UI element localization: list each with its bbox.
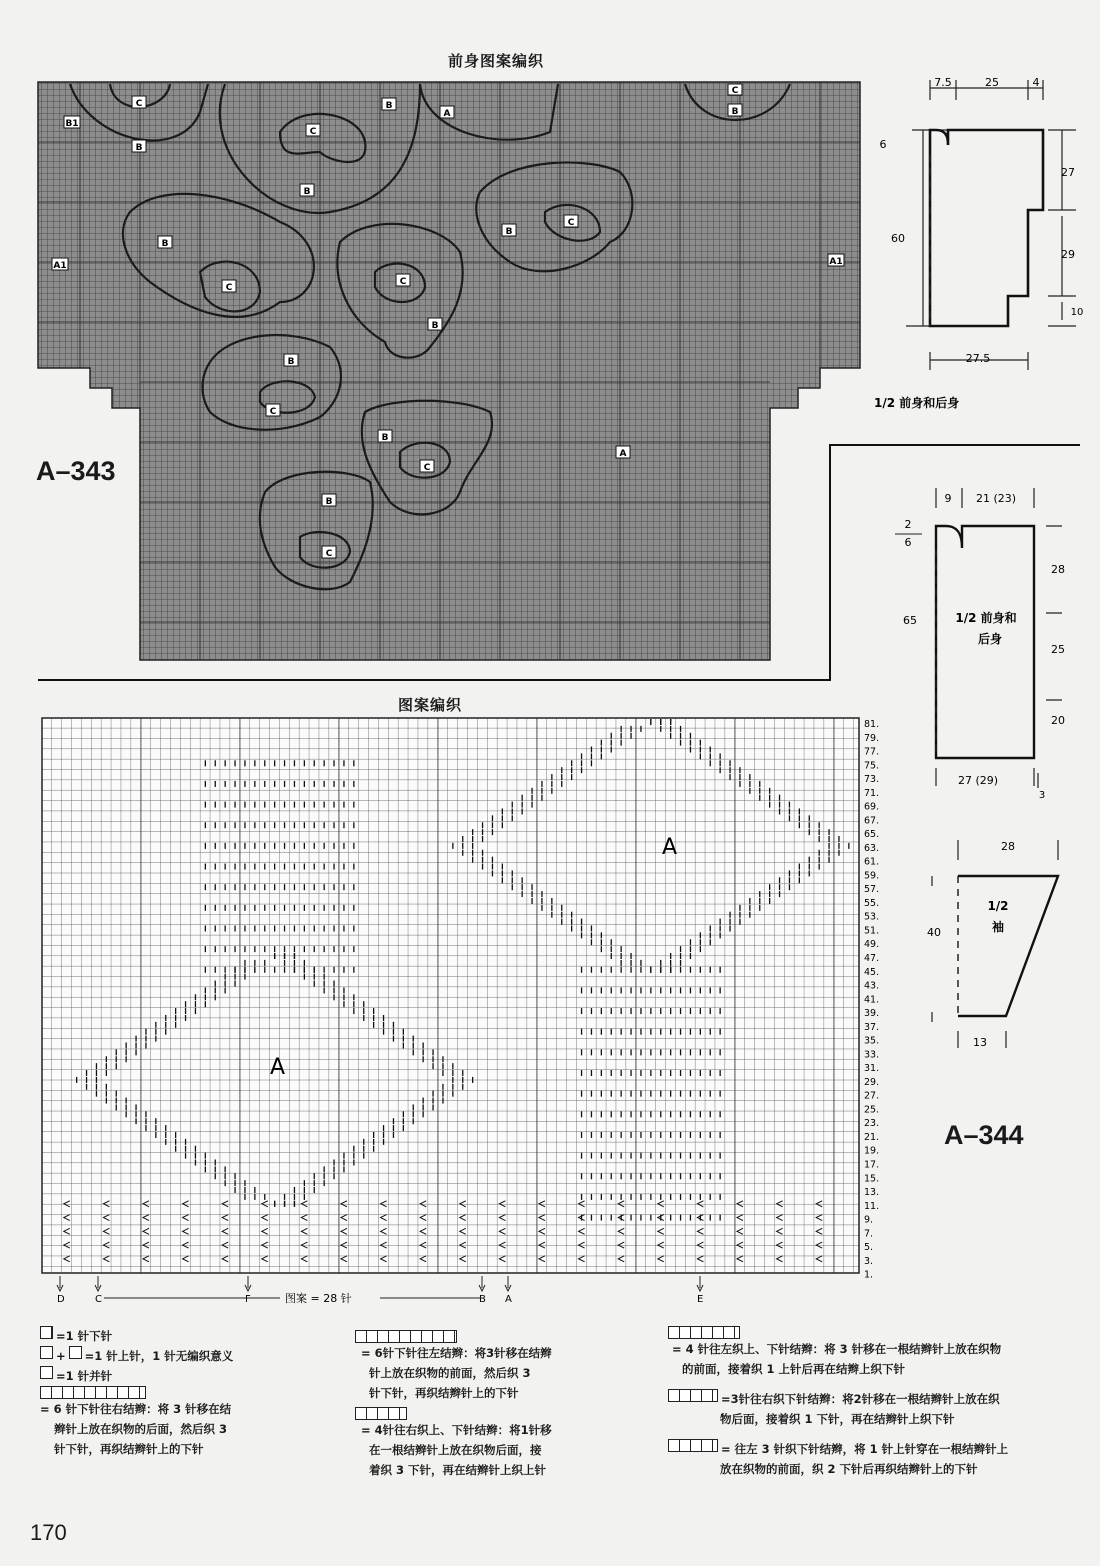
svg-text:21 (23): 21 (23) bbox=[975, 492, 1017, 505]
svg-text:13: 13 bbox=[973, 1036, 987, 1049]
svg-text:B: B bbox=[479, 1294, 486, 1305]
svg-text:A: A bbox=[619, 449, 627, 459]
svg-text:A1: A1 bbox=[829, 257, 843, 267]
row-label: 45. bbox=[864, 966, 880, 978]
a343-schematic-caption: 1/2 前身和后身 bbox=[874, 396, 960, 410]
knit-symbol bbox=[40, 1326, 53, 1339]
svg-text:29: 29 bbox=[1061, 248, 1075, 261]
svg-text:6: 6 bbox=[879, 138, 887, 151]
a344-chart bbox=[30, 712, 910, 1312]
a343-chart-title: 前身图案编织 bbox=[448, 52, 545, 70]
row-label: 69. bbox=[864, 801, 880, 813]
row-label: 71. bbox=[864, 787, 880, 799]
arrow-C bbox=[95, 1276, 102, 1305]
a343-code: A–343 bbox=[36, 456, 116, 486]
a344-code: A–344 bbox=[944, 1120, 1024, 1150]
row-label: 27. bbox=[864, 1090, 880, 1102]
arrow-E bbox=[697, 1276, 703, 1305]
motif-a-left: A bbox=[270, 1055, 286, 1080]
arrow-B bbox=[479, 1276, 486, 1305]
svg-text:A: A bbox=[443, 109, 451, 119]
row-label: 63. bbox=[864, 842, 880, 854]
svg-text:27 (29): 27 (29) bbox=[957, 774, 999, 787]
row-label: 79. bbox=[864, 732, 880, 744]
a344-grid bbox=[42, 718, 859, 1273]
row-label: 3. bbox=[864, 1255, 874, 1267]
svg-text:40: 40 bbox=[927, 926, 941, 939]
row-label: 53. bbox=[864, 911, 880, 923]
label-c bbox=[132, 96, 146, 109]
row-label: 33. bbox=[864, 1049, 880, 1061]
purl-symbol bbox=[40, 1346, 53, 1359]
row-label: 11. bbox=[864, 1200, 880, 1212]
row-label: 41. bbox=[864, 994, 880, 1006]
svg-text:B1: B1 bbox=[65, 119, 79, 129]
svg-text:B: B bbox=[731, 107, 739, 117]
row-label: 77. bbox=[864, 746, 880, 758]
a344-sleeve-outline bbox=[958, 876, 1058, 1016]
svg-text:B: B bbox=[161, 239, 169, 249]
row-label: 43. bbox=[864, 980, 880, 992]
svg-text:28: 28 bbox=[1051, 563, 1065, 576]
svg-text:C: C bbox=[423, 463, 431, 473]
svg-text:袖: 袖 bbox=[991, 920, 1005, 934]
svg-text:9: 9 bbox=[944, 492, 952, 505]
cable-right-4-symbol bbox=[355, 1407, 407, 1420]
a344-body-schematic bbox=[890, 488, 1090, 803]
svg-text:A: A bbox=[505, 1294, 512, 1305]
svg-text:A1: A1 bbox=[53, 261, 67, 271]
row-label: 59. bbox=[864, 870, 880, 882]
svg-text:C: C bbox=[731, 86, 739, 96]
row-label: 47. bbox=[864, 953, 880, 965]
svg-text:C: C bbox=[95, 1294, 102, 1305]
row-label: 35. bbox=[864, 1035, 880, 1047]
svg-text:F: F bbox=[245, 1294, 251, 1305]
svg-text:C: C bbox=[269, 407, 277, 417]
row-label: 55. bbox=[864, 897, 880, 909]
row-label: 19. bbox=[864, 1145, 880, 1157]
row-label: 39. bbox=[864, 1008, 880, 1020]
svg-text:20: 20 bbox=[1051, 714, 1065, 727]
row-label: 25. bbox=[864, 1104, 880, 1116]
row-label: 17. bbox=[864, 1159, 880, 1171]
label-b1 bbox=[64, 116, 80, 129]
svg-text:C: C bbox=[399, 277, 407, 287]
svg-text:B: B bbox=[325, 497, 333, 507]
a344-chart-title: 图案编织 bbox=[398, 696, 463, 714]
row-label: 5. bbox=[864, 1242, 874, 1254]
row-label: 81. bbox=[864, 719, 880, 730]
row-label: 73. bbox=[864, 774, 880, 786]
svg-text:27: 27 bbox=[1061, 166, 1075, 179]
row-label: 13. bbox=[864, 1187, 880, 1199]
row-label: 29. bbox=[864, 1076, 880, 1088]
legend-col3: = 4 针往左织上、下针结辫：将 3 针移在一根结辫针上放在织物 的前面，接着织 1 上针后再在结辫上织下针 =3针往右织下针结辫：将2针移在一根结辫针上放在织 物后面，接着织 1 下针，再在结辫针上织下针 = 往左 3 针织下针结辫，将 1 针上针穿在一根结辫针上 放在织物的前面，织 2 下针后再织结辫针上的下针 bbox=[668, 1326, 1098, 1479]
svg-text:25: 25 bbox=[1051, 643, 1065, 656]
a344-sleeve-schematic bbox=[910, 836, 1090, 1056]
row-label: 15. bbox=[864, 1173, 880, 1185]
row-label: 37. bbox=[864, 1021, 880, 1033]
svg-text:6: 6 bbox=[904, 536, 912, 549]
svg-text:1/2 前身和: 1/2 前身和 bbox=[955, 611, 1017, 625]
page-number: 170 bbox=[30, 1520, 67, 1545]
svg-text:后身: 后身 bbox=[977, 632, 1003, 646]
arrow-D bbox=[57, 1276, 65, 1305]
svg-text:D: D bbox=[57, 1294, 65, 1305]
svg-text:65: 65 bbox=[903, 614, 917, 627]
svg-text:B: B bbox=[381, 433, 389, 443]
row-label: 65. bbox=[864, 829, 880, 841]
svg-text:C: C bbox=[225, 283, 233, 293]
row-label: 75. bbox=[864, 760, 880, 772]
row-label: 23. bbox=[864, 1118, 880, 1130]
svg-text:B: B bbox=[287, 357, 295, 367]
svg-text:27.5: 27.5 bbox=[965, 352, 991, 365]
legend-col2: = 6针下针往左结辫：将3针移在结辫 针上放在织物的前面，然后织 3 针下针，再织结辫针上的下针 = 4针往右织上、下针结辫：将1针移 在一根结辫针上放在织物后面，接 着织 3 下针，再在结辫针上织上针 bbox=[355, 1330, 655, 1480]
svg-text:B: B bbox=[431, 321, 439, 331]
row-label: 61. bbox=[864, 856, 880, 868]
row-label: 67. bbox=[864, 815, 880, 827]
motif-a-right: A bbox=[662, 835, 678, 860]
cable-right-3-symbol bbox=[668, 1389, 718, 1402]
row-label: 49. bbox=[864, 939, 880, 951]
row-label: 21. bbox=[864, 1131, 880, 1143]
cable-left-3-symbol bbox=[668, 1439, 718, 1452]
svg-text:C: C bbox=[309, 127, 317, 137]
cable-right-6-symbol bbox=[40, 1386, 146, 1399]
row-label: 57. bbox=[864, 884, 880, 896]
cable-left-4-symbol bbox=[668, 1326, 740, 1339]
svg-text:28: 28 bbox=[1001, 840, 1015, 853]
arrow-A bbox=[505, 1276, 512, 1305]
a343-schematic-outline bbox=[930, 130, 1043, 326]
row-label: 1. bbox=[864, 1269, 874, 1281]
row-label: 9. bbox=[864, 1214, 874, 1226]
a343-schematic bbox=[868, 70, 1088, 420]
svg-text:B: B bbox=[303, 187, 311, 197]
svg-text:60: 60 bbox=[891, 232, 905, 245]
svg-text:C: C bbox=[325, 549, 333, 559]
svg-text:C: C bbox=[567, 218, 575, 228]
row-label: 51. bbox=[864, 925, 880, 937]
svg-text:E: E bbox=[697, 1294, 704, 1305]
svg-text:4: 4 bbox=[1032, 76, 1040, 89]
legend-col1: =1 针下针 + =1 针上针，1 针无编织意义 =1 针并针 = 6 针下针往右结辫：将 3 针移在结 辫针上放在织物的后面，然后织 3 针下针，再织结辫针上的下针 bbox=[40, 1326, 345, 1459]
row-label: 31. bbox=[864, 1063, 880, 1075]
svg-text:7.5: 7.5 bbox=[934, 76, 952, 89]
svg-text:B: B bbox=[505, 227, 513, 237]
svg-text:1/2: 1/2 bbox=[987, 899, 1009, 913]
svg-text:25: 25 bbox=[985, 76, 999, 89]
blank-symbol bbox=[69, 1346, 82, 1359]
arrow-F bbox=[245, 1276, 251, 1305]
svg-text:B: B bbox=[385, 101, 393, 111]
row-label: 7. bbox=[864, 1228, 874, 1240]
decrease-symbol bbox=[40, 1366, 53, 1379]
svg-text:10: 10 bbox=[1070, 307, 1084, 318]
svg-text:B: B bbox=[135, 143, 143, 153]
svg-text:2: 2 bbox=[904, 518, 912, 531]
svg-text:C: C bbox=[135, 99, 143, 109]
svg-text:3: 3 bbox=[1038, 790, 1046, 801]
repeat-label: 图案 = 28 针 bbox=[285, 1292, 352, 1305]
cable-left-6-symbol bbox=[355, 1330, 457, 1343]
